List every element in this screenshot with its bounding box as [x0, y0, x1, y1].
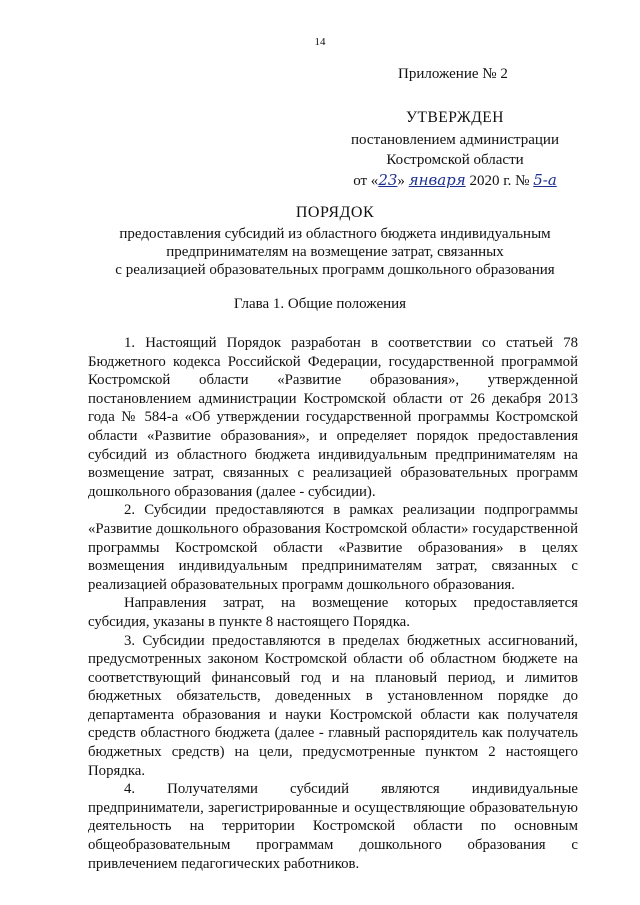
approval-date-line [330, 170, 580, 191]
approval-line-2: Костромской области [386, 152, 524, 168]
handwritten-day: 23 [378, 171, 398, 189]
approval-line-1: постановлением администрации [351, 132, 559, 148]
paragraph: Направления затрат, на возмещение которых предоставляется субсидия, указаны в пункте 8 настоящего Порядка. [88, 595, 578, 630]
date-separator: » [397, 173, 405, 189]
document-subtitle-line: с реализацией образовательных программ дошкольного образования [115, 262, 555, 278]
handwritten-number: 5-а [533, 171, 557, 189]
date-prefix: от « [353, 173, 379, 189]
document-subtitle-line: предоставления субсидий из областного бюджета индивидуальным [119, 226, 551, 242]
page-number: 14 [314, 36, 326, 48]
document-title: ПОРЯДОК [295, 204, 375, 221]
document-subtitle-line: предпринимателям на возмещение затрат, связанных [166, 244, 504, 260]
paragraph: 1. Настоящий Порядок разработан в соответствии со статьей 78 Бюджетного кодекса Российской Федерации, государственной программой Костромской области «Развитие образования», утвержденной постановлением администрации Костромской области от 26 декабря 2013 года № 584-а «Об утверждении государственной программы Костромской области «Развитие образования», и определяет порядок предоставления субсидий из областного бюджета индивидуальным предпринимателям на возмещение затрат, связанных с реализацией образовательных программ дошкольного образования (далее - субсидии). [88, 335, 578, 500]
document-title-block [96, 204, 574, 279]
date-year: 2020 г. № [469, 173, 530, 189]
approval-title: УТВЕРЖДЕН [406, 109, 504, 126]
chapter-heading: Глава 1. Общие положения [233, 296, 407, 312]
paragraph: 2. Субсидии предоставляются в рамках реализации подпрограммы «Развитие дошкольного образования Костромской области» государственной программы Костромской области «Развитие образования» в целях возмещения индивидуальным предпринимателям затрат, связанных с реализацией образовательных программ дошкольного образования. [88, 502, 578, 593]
paragraph: 4. Получателями субсидий являются индивидуальные предприниматели, зарегистрированные и осуществляющие образовательную деятельность на территории Костромской области по основным общеобразовательным программам дошкольного образования с привлечением педагогических работников. [88, 781, 578, 872]
document-body [88, 334, 578, 873]
paragraph: 3. Субсидии предоставляются в пределах бюджетных ассигнований, предусмотренных законом Костромской области об областном бюджете на соответствующий финансовый год и на плановый период, и лимитов бюджетных обязательств, доведенных в установленном порядке до департамента образования и науки Костромской области как получателя средств областного бюджета (далее - главный распорядитель как получатель бюджетных средств) на цели, предусмотренные пунктом 2 настоящего Порядка. [88, 632, 578, 779]
approval-block [330, 108, 580, 191]
appendix-label: Приложение № 2 [398, 66, 508, 82]
handwritten-month: января [408, 171, 466, 189]
